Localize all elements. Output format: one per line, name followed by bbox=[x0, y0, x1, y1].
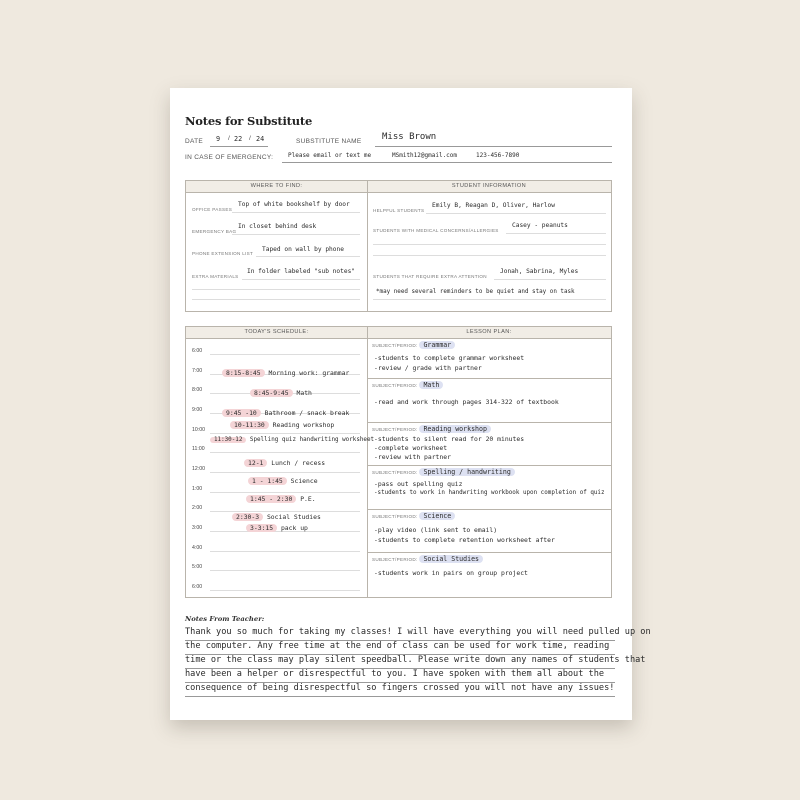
subject-name: Math bbox=[419, 381, 443, 389]
extra-materials-line-3 bbox=[192, 299, 360, 300]
emergency-bag-line bbox=[232, 234, 360, 235]
subject-label: SUBJECT/PERIOD: bbox=[372, 470, 418, 475]
time-label: 12:00 bbox=[192, 466, 205, 472]
schedule-rule bbox=[210, 551, 360, 552]
schedule-entry-time: 11:30-12 bbox=[210, 437, 246, 443]
lesson-plan-line: -review with partner bbox=[374, 453, 451, 461]
lesson-plan-row bbox=[368, 465, 611, 510]
date-year: 24 bbox=[256, 135, 265, 143]
helpful-students-value: Emily B, Reagan D, Oliver, Harlow bbox=[432, 202, 555, 209]
subject-name: Science bbox=[419, 512, 455, 520]
info-table-header bbox=[186, 181, 611, 193]
schedule-entry-time: 10-11:30 bbox=[230, 421, 269, 429]
lesson-plan-line: -complete worksheet bbox=[374, 444, 448, 452]
subject-label: SUBJECT/PERIOD: bbox=[372, 427, 418, 432]
substitute-name-label: SUBSTITUTE NAME bbox=[296, 138, 362, 145]
phone-extension-label: PHONE EXTENSION LIST bbox=[192, 251, 254, 256]
date-slash-2: / bbox=[249, 135, 251, 142]
lesson-plan-line: -students work in pairs on group project bbox=[374, 569, 528, 577]
schedule-rule bbox=[210, 492, 360, 493]
lesson-plan-subject bbox=[372, 512, 455, 520]
time-label: 7:00 bbox=[192, 368, 203, 374]
medical-concerns-label: STUDENTS WITH MEDICAL CONCERNS/ALLERGIES bbox=[373, 228, 499, 233]
schedule-entry bbox=[248, 477, 318, 485]
extra-materials-value: In folder labeled "sub notes" bbox=[247, 268, 356, 275]
notes-title: Notes From Teacher: bbox=[185, 615, 265, 623]
subject-label: SUBJECT/PERIOD: bbox=[372, 557, 418, 562]
lesson-plan-line: -review / grade with partner bbox=[374, 364, 482, 372]
helpful-students-label: HELPFUL STUDENTS bbox=[373, 208, 425, 213]
schedule-entry-text: Social Studies bbox=[266, 513, 321, 521]
schedule-rule bbox=[210, 590, 360, 591]
emergency-label: IN CASE OF EMERGENCY: bbox=[185, 154, 274, 161]
schedule-entry bbox=[246, 495, 316, 503]
schedule-entry-time: 1:45 - 2:30 bbox=[246, 495, 296, 503]
schedule-entry-text: Spelling quiz handwriting worksheet bbox=[249, 437, 375, 443]
extra-attention-value: Jonah, Sabrina, Myles bbox=[500, 268, 579, 275]
extra-attention-label: STUDENTS THAT REQUIRE EXTRA ATTENTION bbox=[373, 274, 487, 279]
date-day: 22 bbox=[234, 135, 243, 143]
lesson-plan-line: -students to complete grammar worksheet bbox=[374, 354, 525, 362]
emergency-email: MSmith12@gmail.com bbox=[392, 152, 458, 159]
substitute-name: Miss Brown bbox=[382, 132, 437, 142]
student-info-header: STUDENT INFORMATION bbox=[451, 183, 527, 189]
schedule-entry-time: 3-3:15 bbox=[246, 524, 277, 532]
emergency-text: Please email or text me bbox=[288, 152, 372, 159]
medical-concerns-value: Casey - peanuts bbox=[512, 222, 568, 229]
schedule-rule bbox=[210, 433, 360, 434]
substitute-name-underline bbox=[375, 146, 612, 147]
subject-label: SUBJECT/PERIOD: bbox=[372, 383, 418, 388]
schedule-entry bbox=[244, 459, 325, 467]
helpful-students-line bbox=[426, 213, 606, 214]
info-table bbox=[185, 180, 612, 312]
schedule-entry-time: 1 - 1:45 bbox=[248, 477, 287, 485]
schedule-entry-text: Lunch / recess bbox=[271, 459, 326, 467]
office-passes-line bbox=[232, 212, 360, 213]
schedule-rule bbox=[210, 570, 360, 571]
date-underline bbox=[210, 146, 268, 147]
extra-materials-line-1 bbox=[242, 279, 360, 280]
schedule-entry bbox=[222, 369, 349, 377]
schedule-entry bbox=[246, 524, 308, 532]
lesson-plan-row bbox=[368, 422, 611, 466]
schedule-entry bbox=[250, 389, 312, 397]
lesson-plan-subject bbox=[372, 425, 491, 433]
lesson-plan-line: -read and work through pages 314-322 of textbook bbox=[374, 398, 559, 406]
time-label: 10:00 bbox=[192, 427, 205, 433]
schedule-entry-time: 12-1 bbox=[244, 459, 267, 467]
schedule-entry bbox=[222, 409, 349, 417]
phone-extension-value: Taped on wall by phone bbox=[262, 246, 344, 253]
time-label: 11:00 bbox=[192, 446, 205, 452]
notes-line: consequence of being disrespectful so fingers crossed you will not have any issues! bbox=[185, 682, 615, 697]
emergency-underline bbox=[282, 162, 612, 163]
notes-line: have been a helper or disrespectful to you. I have spoken with them all about the bbox=[185, 668, 615, 683]
schedule-header: TODAY'S SCHEDULE: bbox=[244, 329, 309, 335]
subject-name: Spelling / handwriting bbox=[419, 468, 514, 476]
schedule-entry-time: 2:30-3 bbox=[232, 513, 263, 521]
subject-name: Social Studies bbox=[419, 555, 483, 563]
schedule-rule bbox=[210, 452, 360, 453]
lesson-plan-subject bbox=[372, 555, 483, 563]
schedule-entry-text: Science bbox=[290, 477, 318, 485]
schedule-entry-text: Morning work: grammar bbox=[268, 369, 350, 377]
time-label: 9:00 bbox=[192, 407, 203, 413]
time-label: 8:00 bbox=[192, 387, 203, 393]
medical-concerns-line-2 bbox=[373, 244, 606, 245]
lesson-plan-row bbox=[368, 378, 611, 423]
phone-extension-line bbox=[256, 256, 360, 257]
emergency-bag-label: EMERGENCY BAG bbox=[192, 229, 237, 234]
time-label: 3:00 bbox=[192, 525, 203, 531]
date-label: DATE bbox=[185, 138, 204, 145]
schedule-column bbox=[186, 338, 375, 597]
extra-materials-label: EXTRA MATERIALS bbox=[192, 274, 239, 279]
extra-materials-line-2 bbox=[192, 289, 360, 290]
where-to-find-header: WHERE TO FIND: bbox=[250, 183, 303, 189]
schedule-entry-text: Math bbox=[296, 389, 312, 397]
lesson-plan-row bbox=[368, 552, 611, 598]
schedule-rule bbox=[210, 354, 360, 355]
date-month: 9 bbox=[216, 135, 221, 143]
time-label: 6:00 bbox=[192, 348, 203, 354]
schedule-entry-time: 9:45 -10 bbox=[222, 409, 261, 417]
schedule-entry-time: 8:45-9:45 bbox=[250, 389, 293, 397]
medical-concerns-line-1 bbox=[506, 233, 606, 234]
schedule-rule bbox=[210, 511, 360, 512]
lesson-plan-row bbox=[368, 509, 611, 553]
substitute-notes-sheet bbox=[170, 88, 651, 720]
page-title: Notes for Substitute bbox=[185, 114, 313, 128]
emergency-bag-value: In closet behind desk bbox=[238, 223, 317, 230]
schedule-entry-text: Reading workshop bbox=[272, 421, 335, 429]
extra-attention-line bbox=[494, 279, 606, 280]
date-slash-1: / bbox=[228, 135, 230, 142]
subject-label: SUBJECT/PERIOD: bbox=[372, 514, 418, 519]
time-label: 4:00 bbox=[192, 545, 203, 551]
lesson-plan-subject bbox=[372, 341, 455, 349]
time-label: 6:00 bbox=[192, 584, 203, 590]
notes-line: Thank you so much for taking my classes! I will have everything you will need pulled up on bbox=[185, 626, 615, 641]
schedule-entry bbox=[210, 437, 374, 443]
lesson-plan-line: -play video (link sent to email) bbox=[374, 526, 498, 534]
schedule-entry-time: 8:15-8:45 bbox=[222, 369, 265, 377]
lesson-plan-subject bbox=[372, 381, 443, 389]
lesson-plan-line: -students to complete retention worksheet after bbox=[374, 536, 555, 544]
schedule-entry-text: P.E. bbox=[300, 495, 316, 503]
lesson-plan-column bbox=[368, 338, 611, 597]
subject-name: Grammar bbox=[419, 341, 455, 349]
medical-concerns-line-3 bbox=[373, 255, 606, 256]
info-table-divider bbox=[367, 181, 368, 311]
notes-line: the computer. Any free time at the end of class can be used for work time, reading bbox=[185, 640, 615, 655]
lesson-plan-row bbox=[368, 338, 611, 379]
lesson-plan-line: -students to silent read for 20 minutes bbox=[374, 435, 525, 443]
subject-label: SUBJECT/PERIOD: bbox=[372, 343, 418, 348]
emergency-phone: 123-456-7890 bbox=[476, 152, 520, 159]
office-passes-label: OFFICE PASSES bbox=[192, 207, 233, 212]
subject-name: Reading workshop bbox=[419, 425, 491, 433]
schedule-rule bbox=[210, 472, 360, 473]
office-passes-value: Top of white bookshelf by door bbox=[238, 201, 350, 208]
time-label: 5:00 bbox=[192, 564, 203, 570]
schedule-lesson-table bbox=[185, 326, 612, 598]
time-label: 2:00 bbox=[192, 505, 203, 511]
lesson-plan-header: LESSON PLAN: bbox=[466, 329, 512, 335]
extra-attention-note: *may need several reminders to be quiet and stay on task bbox=[376, 289, 575, 295]
schedule-entry-text: Bathroom / snack break bbox=[264, 409, 350, 417]
schedule-entry bbox=[230, 421, 334, 429]
schedule-entry bbox=[232, 513, 321, 521]
notes-line: time or the class may play silent speedball. Please write down any names of students that bbox=[185, 654, 615, 669]
lesson-plan-line: -students to work in handwriting workbook upon completion of quiz bbox=[374, 490, 605, 496]
lesson-plan-line: -pass out spelling quiz bbox=[374, 480, 463, 488]
lesson-plan-subject bbox=[372, 468, 515, 476]
time-label: 1:00 bbox=[192, 486, 203, 492]
schedule-entry-text: pack up bbox=[280, 524, 308, 532]
extra-attention-note-line bbox=[373, 299, 606, 300]
